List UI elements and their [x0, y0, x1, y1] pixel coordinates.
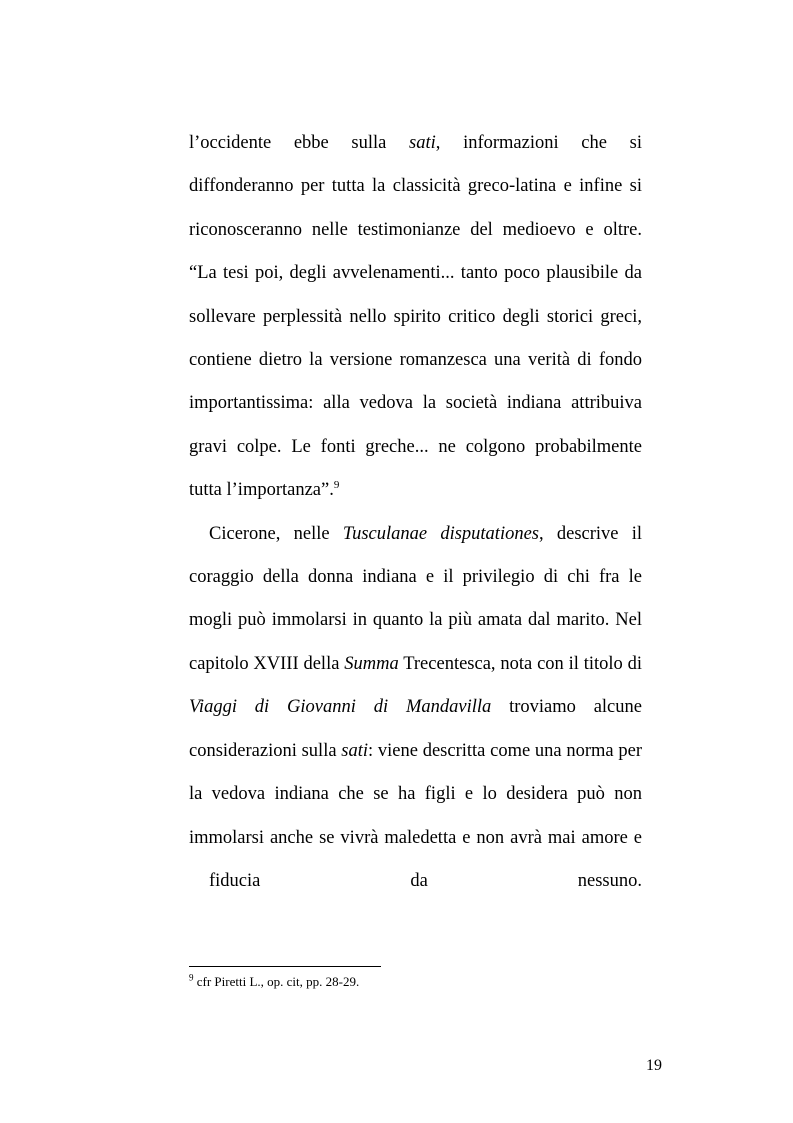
footnote: [189, 973, 642, 991]
body-text: [189, 122, 642, 903]
paragraph-2-italic-sati: sati: [341, 740, 369, 761]
paragraph-2: [189, 513, 642, 904]
paragraph-1-text-a: l’occidente ebbe sulla: [189, 133, 410, 153]
paragraph-2-text-a: Cicerone, nelle: [209, 523, 343, 544]
paragraph-1: [189, 122, 642, 513]
paragraph-2-last-line: fiducia da nessuno.: [209, 870, 642, 891]
paragraph-1-text-b: , informazioni che si diffonderanno per tutta la classicità greco-latina e infine si riconosceranno nelle testimonianze del medioevo e oltre. “La tesi poi, degli avvelenamenti... tanto poco plausibile da sollevare perplessità nello spirito critico degli storici greci, contiene dietro la versione romanzesca una verità di fondo importantissima: alla vedova la società indiana attribuiva gravi colpe. Le fonti greche... ne colgono probabilmente tutta l’importanza”.: [189, 133, 642, 501]
footnote-reference: 9: [333, 479, 340, 492]
paragraph-1-italic-sati: sati: [409, 133, 436, 153]
footnote-separator: [189, 966, 381, 967]
paragraph-2-italic-viaggi: Viaggi di Giovanni di Mandavilla: [189, 697, 492, 718]
paragraph-2-text-c: Trecentesca, nota con il titolo di: [398, 653, 643, 674]
page-number: 19: [646, 1057, 662, 1074]
paragraph-2-italic-summa: Summa: [344, 653, 399, 674]
footnote-text: cfr Piretti L., op. cit, pp. 28-29.: [193, 974, 360, 989]
paragraph-2-italic-tusculanae: Tusculanae disputationes: [342, 523, 539, 544]
footnote-mark: 9: [189, 972, 194, 983]
paragraph-2-text-e: : viene descritta come una norma per la vedova indiana che se ha figli e lo desidera può non immolarsi anche se vivrà maledetta e non avrà mai amore e: [189, 740, 642, 848]
paragraph-2-text-d: troviamo alcune considerazioni sulla: [189, 697, 642, 761]
paragraph-2-text-b: , descrive il coraggio della donna indiana e il privilegio di chi fra le mogli può immolarsi in quanto la più amata dal marito. Nel capitolo XVIII della: [189, 523, 642, 674]
